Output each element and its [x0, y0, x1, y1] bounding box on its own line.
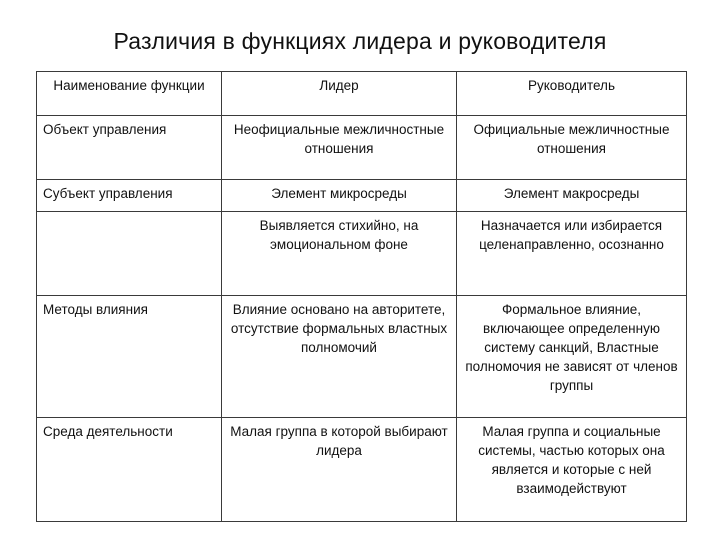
table-row: [37, 180, 687, 212]
row-manager-cell: Элемент макросреды: [457, 180, 687, 212]
row-leader-cell: Элемент микросреды: [222, 180, 457, 212]
row-function-cell: Среда деятельности: [37, 418, 222, 522]
row-function-cell: Методы влияния: [37, 296, 222, 418]
row-manager-cell: Формальное влияние, включающее определенную систему санкций, Властные полномочия не зависят от членов группы: [457, 296, 687, 418]
row-function-cell: Субъект управления: [37, 180, 222, 212]
row-leader-cell: Выявляется стихийно, на эмоциональном фоне: [222, 212, 457, 296]
table-row: [37, 116, 687, 180]
header-function-name: Наименование функции: [37, 72, 222, 116]
row-manager-cell: Малая группа и социальные системы, частью которых она является и которые с ней взаимодействуют: [457, 418, 687, 522]
table-row: [37, 418, 687, 522]
row-leader-cell: Малая группа в которой выбирают лидера: [222, 418, 457, 522]
slide-title: Различия в функциях лидера и руководителя: [113, 28, 607, 54]
table-row: [37, 212, 687, 296]
row-manager-cell: Официальные межличностные отношения: [457, 116, 687, 180]
row-manager-cell: Назначается или избирается целенаправленно, осознанно: [457, 212, 687, 296]
table-row: [37, 296, 687, 418]
table-header-row: [37, 72, 687, 116]
header-manager: Руководитель: [457, 72, 687, 116]
row-function-cell: [37, 212, 222, 296]
comparison-table: [36, 71, 687, 522]
row-function-cell: Объект управления: [37, 116, 222, 180]
row-leader-cell: Неофициальные межличностные отношения: [222, 116, 457, 180]
header-leader: Лидер: [222, 72, 457, 116]
row-leader-cell: Влияние основано на авторитете, отсутствие формальных властных полномочий: [222, 296, 457, 418]
